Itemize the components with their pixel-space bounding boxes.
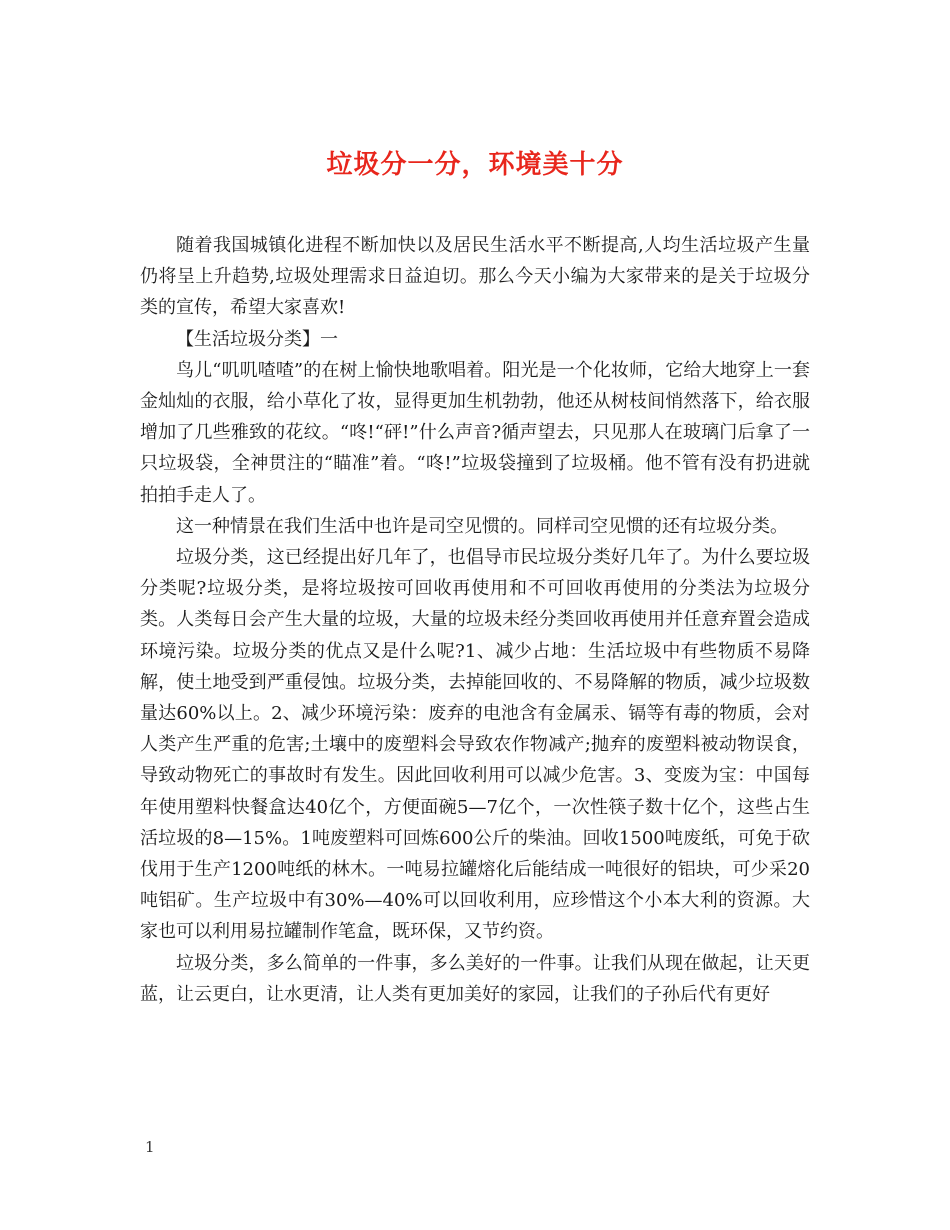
document-body [140, 230, 810, 1010]
paragraph-intro: 随着我国城镇化进程不断加快以及居民生活水平不断提高,人均生活垃圾产生量仍将呈上升趋势,垃圾处理需求日益迫切。那么今天小编为大家带来的是关于垃圾分类的宣传，希望大家喜欢! [140, 235, 810, 319]
paragraph-why-classify: 垃圾分类，这已经提出好几年了，也倡导市民垃圾分类好几年了。为什么要垃圾分类呢?垃圾分类，是将垃圾按可回收再使用和不可回收再使用的分类法为垃圾分类。人类每日会产生大量的垃圾，大量的垃圾未经分类回收再使用并任意弃置会造成环境污染。垃圾分类的优点又是什么呢?1、减少占地：生活垃圾中有些物质不易降解，使土地受到严重侵蚀。垃圾分类，去掉能回收的、不易降解的物质，减少垃圾数量达60%以上。2、减少环境污染：废弃的电池含有金属汞、镉等有毒的物质，会对人类产生严重的危害;土壤中的废塑料会导致农作物减产;抛弃的废塑料被动物误食，导致动物死亡的事故时有发生。因此回收利用可以减少危害。3、变废为宝：中国每年使用塑料快餐盒达40亿个，方便面碗5—7亿个，一次性筷子数十亿个，这些占生活垃圾的8—15%。1吨废塑料可回炼600公斤的柴油。回收1500吨废纸，可免于砍伐用于生产1200吨纸的林木。一吨易拉罐熔化后能结成一吨很好的铝块，可少采20吨铝矿。生产垃圾中有30%—40%可以回收利用，应珍惜这个小本大利的资源。大家也可以利用易拉罐制作笔盒，既环保，又节约资。 [140, 547, 810, 943]
page-number: 1 [145, 1138, 155, 1156]
paragraph-common-scene: 这一种情景在我们生活中也许是司空见惯的。同样司空见惯的还有垃圾分类。 [176, 515, 788, 537]
document-title: 垃圾分一分，环境美十分 [326, 150, 624, 181]
paragraph-closing: 垃圾分类，多么简单的一件事，多么美好的一件事。让我们从现在做起，让天更蓝，让云更白，让水更清，让人类有更加美好的家园，让我们的子孙后代有更好 [140, 952, 810, 1005]
section-heading: 【生活垃圾分类】一 [176, 328, 338, 350]
paragraph-bird-scene: 鸟儿“叽叽喳喳”的在树上愉快地歌唱着。阳光是一个化妆师，它给大地穿上一套金灿灿的衣服，给小草化了妆，显得更加生机勃勃，他还从树枝间悄然落下，给衣服增加了几些雅致的花纹。“咚!“砰!”什么声音?循声望去，只见那人在玻璃门后拿了一只垃圾袋，全神贯注的“瞄准”着。“咚!”垃圾袋撞到了垃圾桶。他不管有没有扔进就拍拍手走人了。 [140, 359, 810, 506]
